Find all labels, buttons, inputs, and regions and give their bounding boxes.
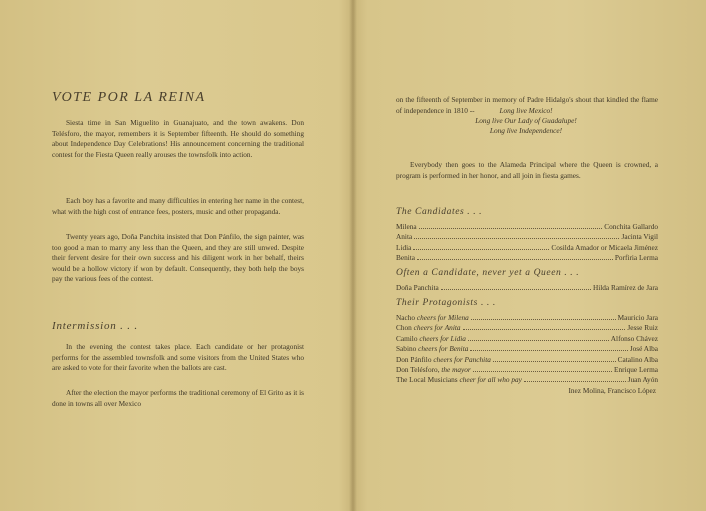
role-note: the mayor xyxy=(441,364,471,374)
actor-name: Juan Ayón xyxy=(627,375,658,385)
grito-paragraph: on the fifteenth of September in memory of Padre Hidalgo's shout that kindled the flame of independence in 1810 -- xyxy=(396,95,658,115)
actor-name: Jacinta Vigil xyxy=(621,232,658,242)
role-name: Lidia xyxy=(396,242,412,252)
intermission-paragraph: In the evening the contest takes place. Each candidate or her protagonist performs for the assembled townsfolk and some visitors from the United States who are asked to vote for their favorite when the ballots are cast. xyxy=(52,342,304,372)
role-name: Camilo xyxy=(396,333,418,343)
cast-row xyxy=(396,283,658,293)
protagonists-list xyxy=(396,313,658,396)
cast-row xyxy=(396,375,658,385)
actor-name: Cosilda Amador or Micaela Jiménez xyxy=(551,242,658,252)
role-name: Chon xyxy=(396,323,412,333)
role-name: Nacho xyxy=(396,313,416,322)
protagonists-heading: Their Protagonists . . . xyxy=(396,298,496,308)
cast-row xyxy=(396,232,658,242)
actor-name: Porfiria Lerma xyxy=(614,253,658,263)
cast-row xyxy=(396,323,658,333)
often-heading: Often a Candidate, never yet a Queen . . . xyxy=(396,268,580,278)
role-name: Benita xyxy=(396,253,416,263)
role-name: Sabino xyxy=(396,344,417,354)
role-note: cheers for Panchita xyxy=(433,354,491,364)
cast-row xyxy=(396,243,658,253)
actor-name: Alfonso Chávez xyxy=(610,333,658,343)
actor-name: Mauricio Jara xyxy=(617,313,658,322)
cast-row xyxy=(396,365,658,375)
left-page xyxy=(0,0,350,511)
actor-name: Enrique Lerma xyxy=(614,364,658,374)
often-list xyxy=(396,283,658,293)
synopsis-paragraph: Siesta time in San Miguelito in Guanajuato, and the town awakens. Don Telésforo, the mayor, remembers it is September fifteenth. He should do something about Independence Day Celebrations! His announcement concerning the traditional contest for the Fiesta Queen really arouses the townsfolk into action. xyxy=(52,118,304,159)
intermission-paragraph: After the election the mayor performs the traditional ceremony of El Grito as it is done in towns all over Mexico xyxy=(52,388,304,408)
candidates-heading: The Candidates . . . xyxy=(396,207,483,217)
role-note: cheers for Benita xyxy=(418,344,469,354)
cast-row xyxy=(396,334,658,344)
role-note: cheer for all who pay xyxy=(459,375,522,385)
coronation-paragraph: Everybody then goes to the Alameda Principal where the Queen is crowned, a program is performed in her honor, and all join in fiesta games. xyxy=(396,160,658,180)
role-name: Doña Panchita xyxy=(396,283,439,292)
role-name: Anita xyxy=(396,232,413,242)
viva-line: Long live Our Lady of Guadalupe! xyxy=(475,116,577,125)
cast-row xyxy=(396,253,658,263)
musicians-continued: Inez Molina, Francisco López xyxy=(568,385,656,395)
page-title: VOTE POR LA REINA xyxy=(52,90,206,105)
actor-name: José Alba xyxy=(629,344,658,354)
intermission-heading: Intermission . . . xyxy=(52,320,138,332)
candidates-list xyxy=(396,222,658,264)
role-name: Don Telésforo, xyxy=(396,364,440,374)
vivas-block xyxy=(396,106,656,136)
actor-name: Conchita Gallardo xyxy=(604,222,658,231)
role-name: The Local Musicians xyxy=(396,375,458,385)
cast-row xyxy=(396,344,658,354)
role-note: cheers for Lidia xyxy=(419,333,466,343)
role-name: Don Pánfilo xyxy=(396,354,432,364)
role-note: cheers for Milena xyxy=(416,313,469,322)
role-note: cheers for Anita xyxy=(413,323,461,333)
cast-row xyxy=(396,355,658,365)
actor-name: Catalino Alba xyxy=(617,354,658,364)
synopsis-paragraph: Each boy has a favorite and many difficulties in entering her name in the contest, what with the high cost of entrance fees, posters, music and other propaganda. xyxy=(52,196,304,216)
role-name: Milena xyxy=(396,222,417,231)
actor-name: Hilda Ramírez de Jara xyxy=(592,283,658,292)
viva-line: Long live Independence! xyxy=(489,126,563,135)
actor-name: Jesse Ruiz xyxy=(627,323,658,333)
synopsis-paragraph: Twenty years ago, Doña Panchita insisted that Don Pánfilo, the sign painter, was too good a man to marry any less than the Queen, and they are still unwed. Despite their fervent desire for their own success and his diligent work in her behalf, theirs would be a hollow victory if won by default. Consequently, they both help the boys pay the various fees of the contest. xyxy=(52,232,304,283)
viva-line: Long live Mexico! xyxy=(499,106,553,115)
cast-row xyxy=(396,222,658,232)
cast-row xyxy=(396,313,658,323)
right-page xyxy=(356,0,706,511)
